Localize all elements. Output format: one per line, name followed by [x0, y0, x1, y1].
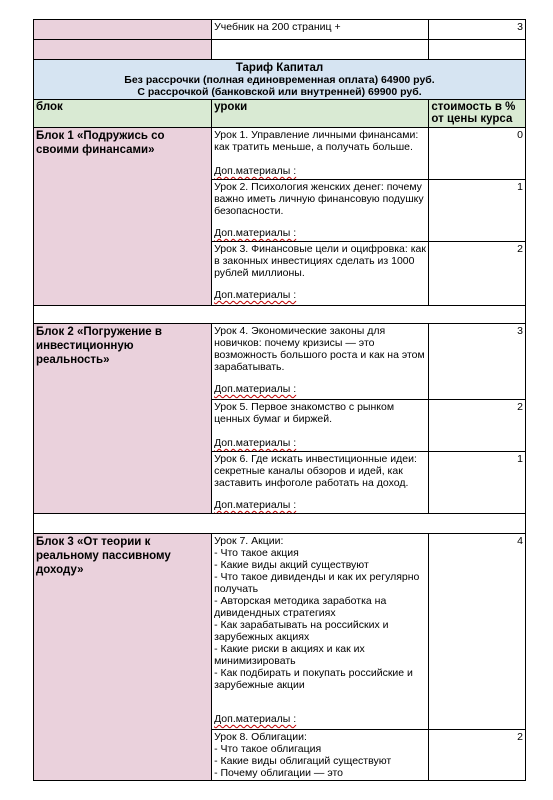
block-title: Блок 3 «От теории к реальному пассивному доходу» — [34, 534, 212, 781]
table-row — [34, 534, 526, 730]
cost-cell: 0 — [429, 128, 526, 180]
table-row — [34, 324, 526, 400]
header-cost: стоимость в % от цены курса — [429, 100, 526, 128]
spacer-cell — [212, 40, 429, 60]
lesson-text: Урок 6. Где искать инвестиционные идеи: секретные каналы обзоров и идей, как заставить инфоголе работать на доход. — [214, 453, 417, 489]
header-row — [34, 100, 526, 128]
table-row — [34, 20, 526, 40]
materials-label: Доп.материалы : — [214, 289, 297, 301]
lesson-cell — [212, 242, 429, 306]
tariff-cell — [34, 60, 526, 100]
materials-label: Доп.материалы : — [214, 437, 297, 449]
cost-cell: 2 — [429, 730, 526, 781]
course-pricing-table — [33, 19, 526, 781]
materials-label: Доп.материалы : — [214, 713, 297, 725]
spacer-row — [34, 40, 526, 60]
cost-cell: 3 — [429, 324, 526, 400]
lesson-text: Урок 2. Психология женских денег: почему важно иметь личную финансовую подушку безопасности. — [214, 181, 424, 217]
lesson-cell: Учебник на 200 страниц + — [212, 20, 429, 40]
lesson-text: Урок 4. Экономические законы для новичков: почему кризисы — это возможность большого роста и как на этом зарабатывать. — [214, 325, 425, 373]
materials-label: Доп.материалы : — [214, 165, 297, 177]
tariff-title: Тариф Капитал — [235, 62, 324, 74]
spacer-row — [34, 514, 526, 534]
materials-label: Доп.материалы : — [214, 227, 297, 239]
lesson-text: Урок 7. Акции: - Что такое акция - Какие виды акций существуют - Что такое дивиденды и как их регулярно получать - Авторская методика заработка на дивидендных стратегиях - Как зарабатывать на российских и зарубежных акциях - Какие риски в акциях и как их минимизировать - Как подбирать и покупать российские и зарубежные акции — [214, 535, 420, 691]
cost-cell: 3 — [429, 20, 526, 40]
lesson-text: Урок 3. Финансовые цели и оцифровка: как в законных инвестициях сделать из 1000 рублей миллионы. — [214, 243, 426, 279]
materials-label: Доп.материалы : — [214, 499, 297, 511]
materials-label: Доп.материалы : — [214, 383, 297, 395]
lesson-cell — [212, 400, 429, 452]
tariff-line-installments: С рассрочкой (банковской или внутренней) 69900 руб. — [137, 86, 422, 98]
tariff-row — [34, 60, 526, 100]
block-title: Блок 1 «Подружись со своими финансами» — [34, 128, 212, 306]
lesson-cell — [212, 730, 429, 781]
lesson-cell — [212, 452, 429, 514]
lesson-text: Урок 8. Облигации: - Что такое облигация - Какие виды облигаций существуют - Почему облигации — это — [214, 731, 392, 779]
spacer-cell — [34, 514, 526, 534]
lesson-cell — [212, 128, 429, 180]
spacer-cell — [34, 40, 212, 60]
lesson-cell — [212, 534, 429, 730]
spacer-cell — [429, 40, 526, 60]
lesson-cell — [212, 180, 429, 242]
spacer-cell — [34, 306, 526, 324]
lesson-cell — [212, 324, 429, 400]
block-cell-empty — [34, 20, 212, 40]
block-title: Блок 2 «Погружение в инвестиционную реальность» — [34, 324, 212, 514]
header-block: блок — [34, 100, 212, 128]
lesson-text: Урок 5. Первое знакомство с рынком ценных бумаг и биржей. — [214, 401, 395, 425]
lesson-text: Урок 1. Управление личными финансами: как тратить меньше, а получать больше. — [214, 129, 419, 153]
cost-cell: 2 — [429, 400, 526, 452]
table-row — [34, 128, 526, 180]
cost-cell: 1 — [429, 180, 526, 242]
cost-cell: 2 — [429, 242, 526, 306]
cost-cell: 1 — [429, 452, 526, 514]
spacer-row — [34, 306, 526, 324]
header-lessons: уроки — [212, 100, 429, 128]
cost-cell: 4 — [429, 534, 526, 730]
tariff-line-no-installments: Без рассрочки (полная единовременная оплата) 64900 руб. — [124, 74, 435, 86]
